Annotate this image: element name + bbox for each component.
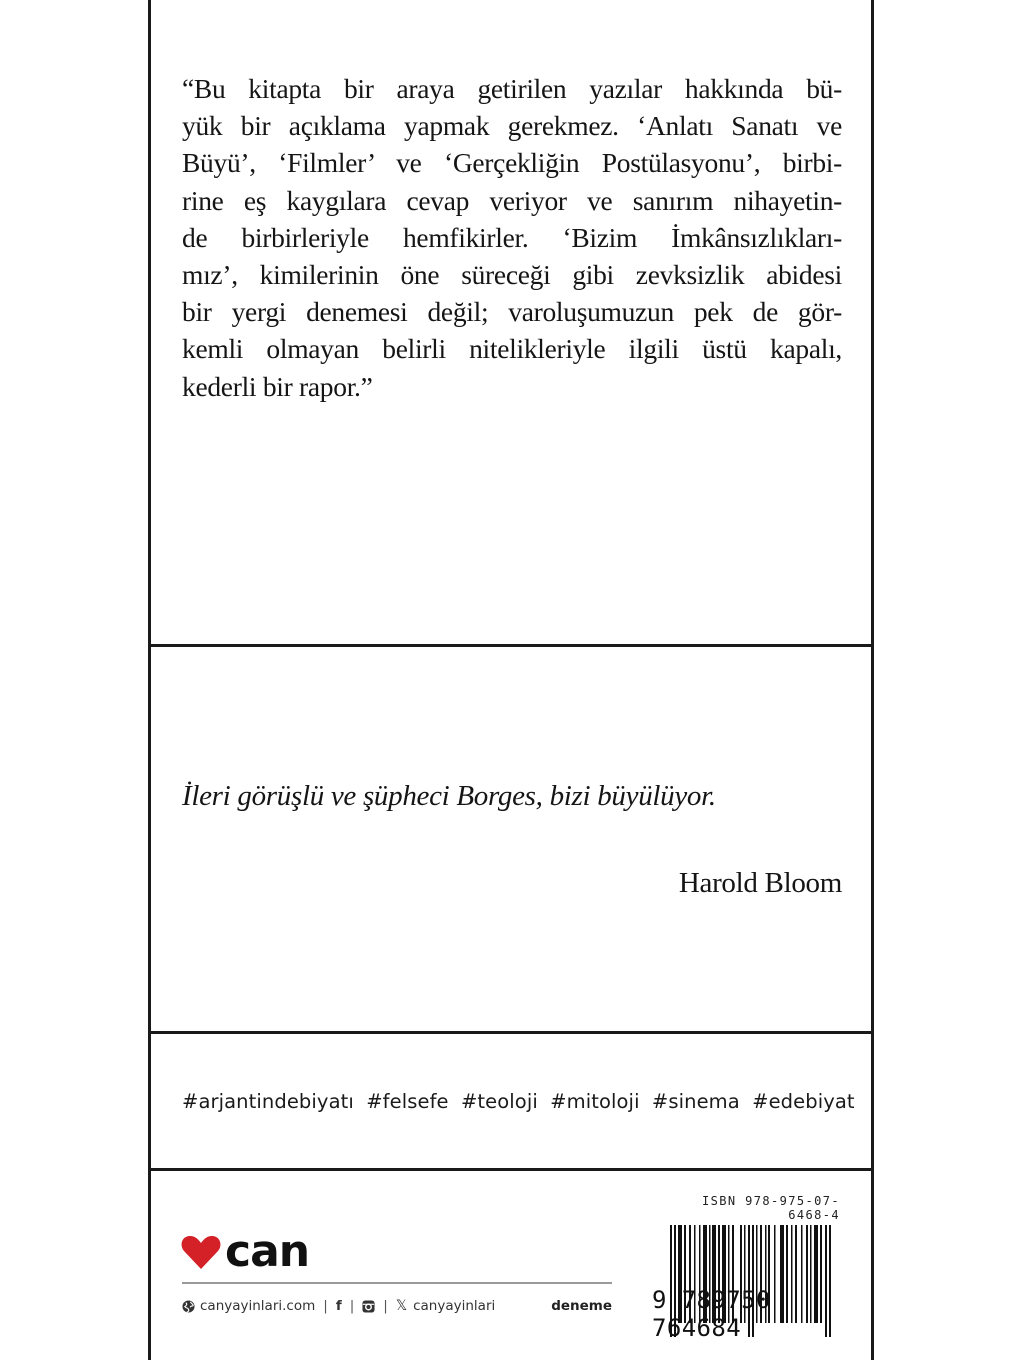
- x-icon[interactable]: 𝕏: [395, 1298, 408, 1314]
- left-border-line: [148, 0, 151, 1360]
- facebook-icon[interactable]: f: [335, 1298, 342, 1314]
- publisher-logo-text: can: [225, 1226, 310, 1277]
- hashtag-list: [182, 1090, 855, 1113]
- hashtag: #sinema: [651, 1090, 740, 1113]
- right-border-line: [871, 0, 874, 1360]
- blurb-line: kemli olmayan belirli nitelikleriyle ilgili üstü kapalı,: [182, 333, 842, 365]
- blurb-line: “Bu kitapta bir araya getirilen yazılar hakkında bü-: [182, 73, 842, 104]
- publisher-footer: canyayinlari.com | f | | 𝕏 canyayinlari deneme: [182, 1295, 612, 1317]
- blurb-line: yük bir açıklama yapmak gerekmez. ‘Anlatı Sanatı ve: [182, 110, 842, 142]
- publisher-logo: [181, 1226, 310, 1277]
- endorsement-author: Harold Bloom: [678, 867, 842, 899]
- blurb-line: de birbirleriyle hemfikirler. ‘Bizim İmkânsızlıkları-: [182, 221, 842, 253]
- globe-icon: [182, 1300, 195, 1313]
- isbn-barcode-block: [652, 1194, 840, 1342]
- endorsement-quote: İleri görüşlü ve şüpheci Borges, bizi büyülüyor.: [182, 780, 716, 812]
- social-handle[interactable]: canyayinlari: [413, 1298, 496, 1314]
- section-divider-2: [148, 1031, 874, 1034]
- back-cover-blurb: [182, 70, 842, 405]
- blurb-line: bir yergi denemesi değil; varoluşumuzun pek de gör-: [182, 296, 842, 328]
- section-divider-3: [148, 1168, 874, 1171]
- isbn-digits: 9 789750 764684: [652, 1286, 771, 1342]
- footer-rule: [182, 1282, 612, 1284]
- blurb-line: kederli bir rapor.”: [182, 370, 373, 402]
- instagram-icon[interactable]: [362, 1300, 375, 1313]
- blurb-line: rine eş kaygılara cevap veriyor ve sanırım nihayetin-: [182, 184, 842, 216]
- book-category: deneme: [551, 1298, 612, 1314]
- heart-icon: [181, 1234, 221, 1270]
- hashtag: #felsefe: [366, 1090, 449, 1113]
- blurb-line: Büyü’, ‘Filmler’ ve ‘Gerçekliğin Postülasyonu’, birbi-: [182, 147, 842, 179]
- website-link[interactable]: canyayinlari.com: [200, 1298, 316, 1314]
- hashtag: #mitoloji: [550, 1090, 640, 1113]
- isbn-label: ISBN 978-975-07-6468-4: [702, 1194, 840, 1222]
- blurb-line: mız’, kimilerinin öne süreceği gibi zevksizlik abidesi: [182, 259, 842, 291]
- hashtag: #edebiyat: [752, 1090, 855, 1113]
- section-divider-1: [148, 644, 874, 647]
- hashtag: #arjantindebiyatı: [182, 1090, 354, 1113]
- hashtag: #teoloji: [460, 1090, 538, 1113]
